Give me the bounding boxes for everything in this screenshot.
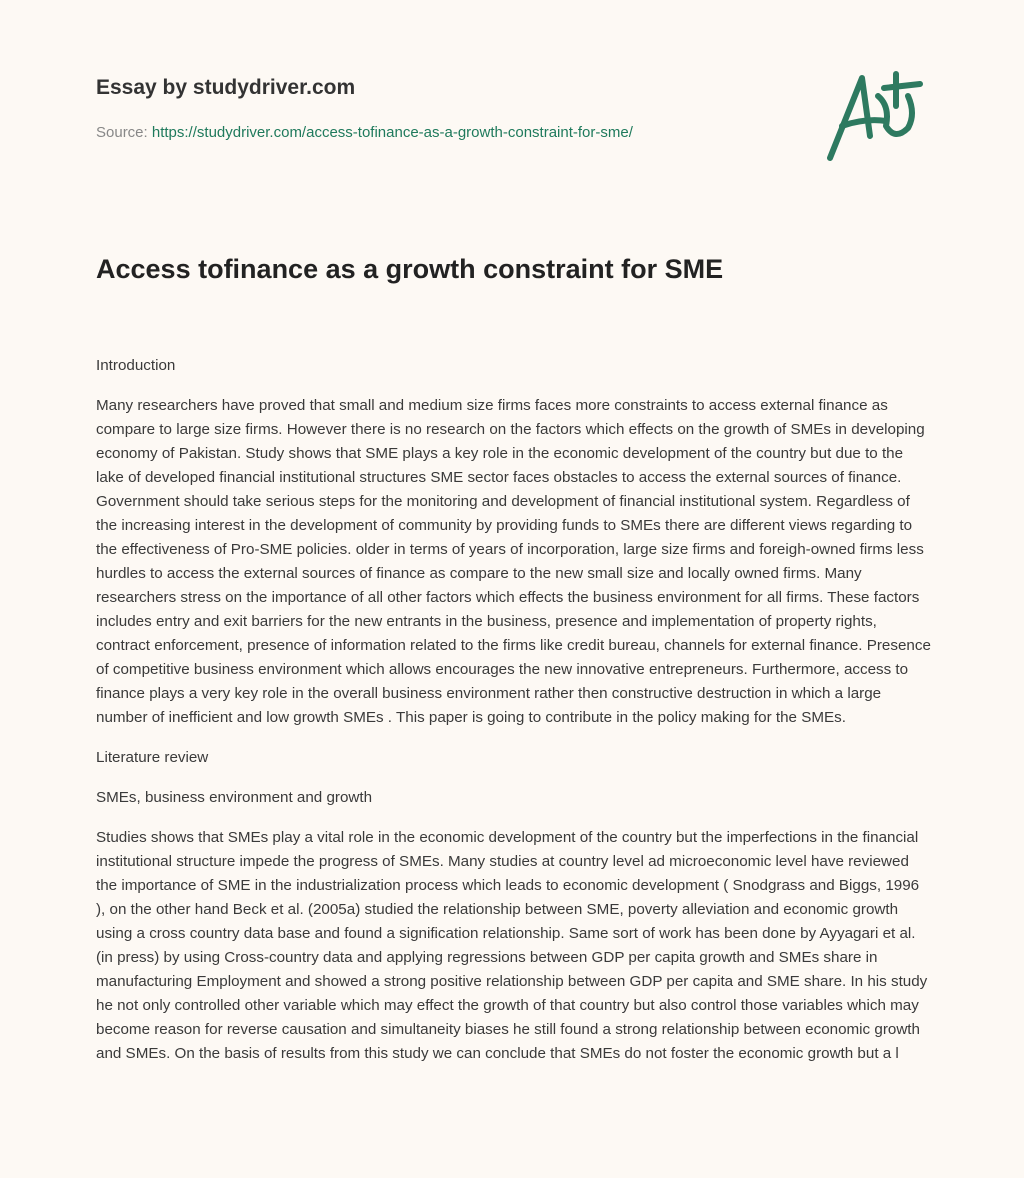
essay-body [96,354,932,1082]
section-heading-introduction: Introduction [96,357,176,374]
source-link[interactable]: https://studydriver.com/access-tofinance-as-a-growth-constraint-for-sme/ [151,124,633,141]
source-label: Source: [96,124,148,141]
section-heading-literature-review: Literature review [96,749,209,766]
paragraph-literature: Studies shows that SMEs play a vital role in the economic development of the country but the imperfections in the financial institutional structure impede the progress of SMEs. Many studies at country level ad microeconomic level have reviewed the importance of SME in the industrialization process which leads to economic development ( Snodgrass and Biggs, 1996 ), on the other hand Beck et al. (2005a) studied the relationship between SME, poverty alleviation and economic growth using a cross country data base and found a signification relationship. Same sort of work has been done by Ayyagari et al. (in press) by using Cross-country data and applying regressions between GDP per capita growth and SMEs share in manufacturing Employment and showed a strong positive relationship between GDP per capita and SME share. In his study he not only controlled other variable which may effect the growth of that country but also control those variables which may become reason for reverse causation and simultaneity biases he still found a strong relationship between economic growth and SMEs. On the basis of results from this study we can conclude that SMEs do not foster the economic growth but a l [96,829,928,1062]
site-title: Essay by studydriver.com [96,76,356,99]
essay-title: Access tofinance as a growth constraint for SME [96,254,724,284]
paragraph-introduction: Many researchers have proved that small and medium size firms faces more constraints to access external finance as compare to large size firms. However there is no research on the factors which effects on the growth of SMEs in developing economy of Pakistan. Study shows that SME plays a key role in the economic development of the country but due to the lake of developed financial institutional structures SME sector faces obstacles to access the external sources of finance. Government should take serious steps for the monitoring and development of financial institutional system. Regardless of the increasing interest in the development of community by providing funds to SMEs there are different views regarding to the effectiveness of Pro-SME policies. older in terms of years of incorporation, large size firms and foreigh-owned firms less hurdles to access the external sources of finance as compare to the new small size and locally owned firms. Many researchers stress on the importance of all other factors which effects the business environment for all firms. These factors includes entry and exit barriers for the new entrants in the business, presence and implementation of property rights, contract enforcement, presence of information related to the firms like credit bureau, channels for external finance. Presence of competitive business environment which allows encourages the new innovative entrepreneurs. Furthermore, access to finance plays a very key role in the overall business environment rather then constructive destruction in which a large number of inefficient and low growth SMEs . This paper is going to contribute in the policy making for the SMEs. [96,397,931,726]
a-plus-logo-icon [820,66,930,166]
source-line [96,124,633,141]
subheading-smes-business-environment: SMEs, business environment and growth [96,789,373,806]
